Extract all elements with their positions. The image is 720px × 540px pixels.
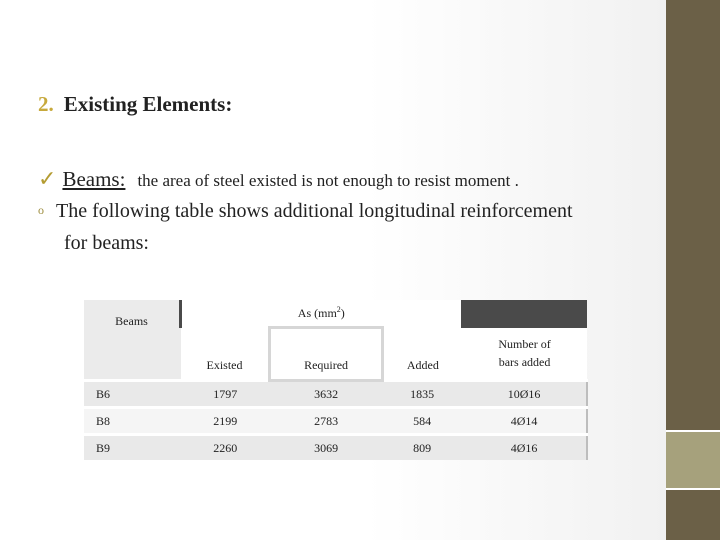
beams-label: Beams:	[62, 167, 126, 191]
as-group-header: As $(mm^2)$	[181, 300, 463, 328]
heading-number: 2.	[38, 92, 54, 116]
checkmark-icon: ✓	[38, 166, 57, 191]
heading-text: Existing Elements:	[63, 92, 233, 116]
table-intro-line1: The following table shows additional longitudinal reinforcement	[56, 200, 573, 222]
table-row: B8 2199 2783 584 4Ø14	[84, 408, 587, 435]
table-intro-line2-row	[64, 232, 149, 255]
table-intro-line2: for beams:	[64, 232, 149, 254]
reinforcement-table	[84, 300, 588, 460]
col-header-required: Required	[270, 328, 382, 381]
col-header-number-of-bars: Number of bars added	[462, 328, 587, 381]
col-header-added: Added	[382, 328, 462, 381]
section-heading	[38, 92, 232, 117]
bullet-beams	[38, 166, 519, 192]
col-header-existed: Existed	[181, 328, 270, 381]
table-row: B6 1797 3632 1835 10Ø16	[84, 381, 587, 408]
table-row: B9 2260 3069 809 4Ø16	[84, 435, 587, 461]
beams-column-header: Beams	[84, 300, 181, 381]
bullet-table-intro	[38, 200, 573, 223]
beams-description: the area of steel existed is not enough to resist moment .	[137, 171, 519, 190]
circle-bullet-icon: o	[38, 203, 44, 217]
side-decoration-strip	[666, 0, 720, 540]
